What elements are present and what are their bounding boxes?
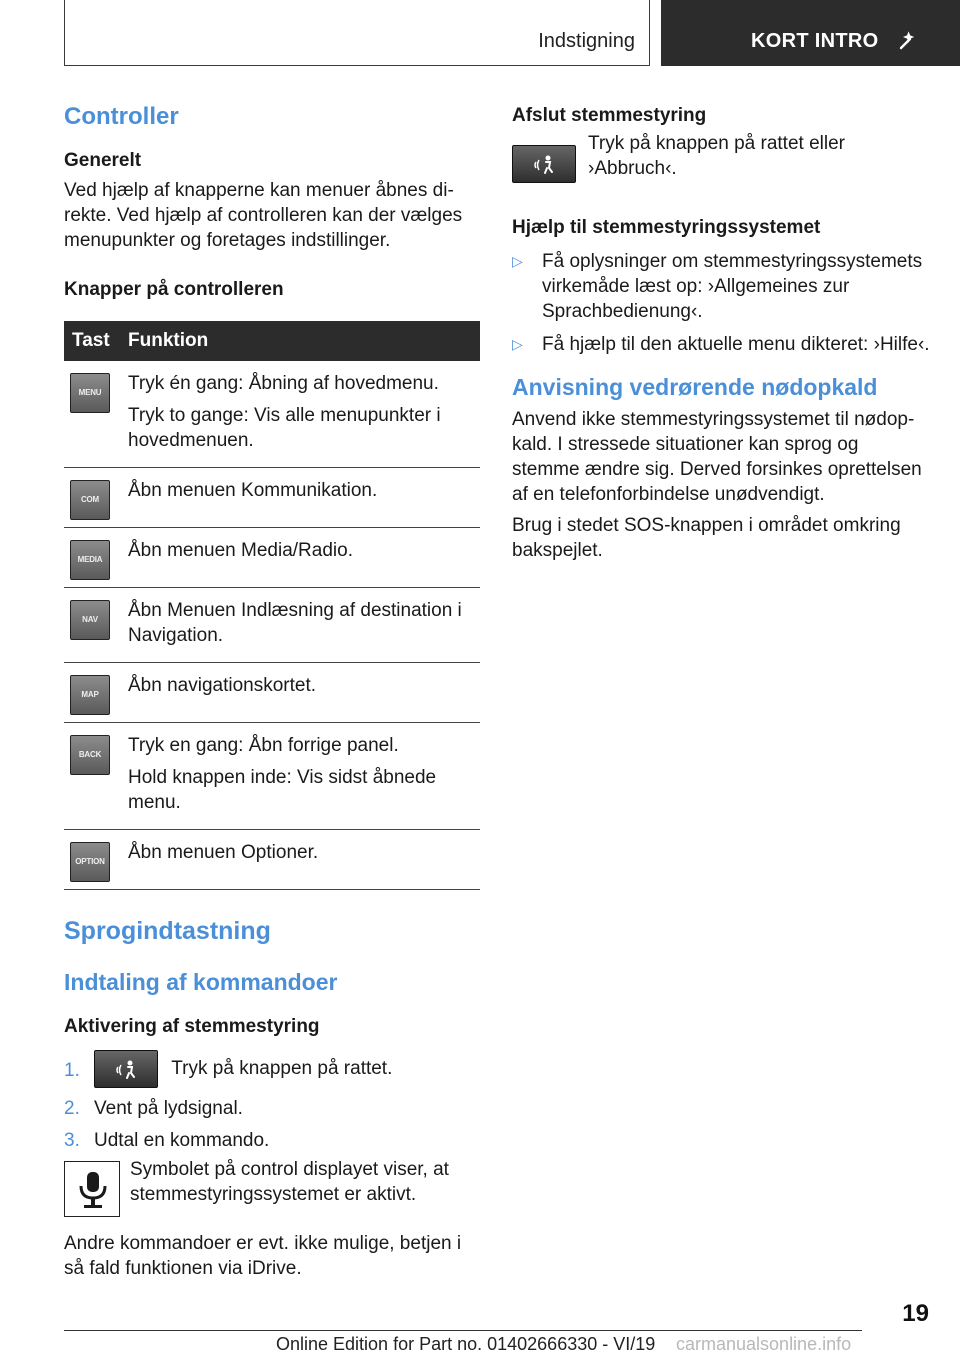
table-row	[64, 361, 480, 468]
row-function-line2: Hold knappen inde: Vis sidst åbnede menu.	[128, 767, 437, 813]
paragraph-generelt: Ved hjælp af knapperne kan menuer åbnes direkte. Ved hjælp af controlleren kan der vælges menupunkter og foretages indstillinger.	[64, 180, 463, 251]
header-section-title: Indstigning	[538, 30, 635, 52]
page-number: 19	[902, 1300, 929, 1327]
paragraph-brug: Brug i stedet SOS-knappen i området omkring bakspejlet.	[512, 515, 901, 561]
option-button-icon: OPTION	[70, 842, 110, 882]
nav-button-icon: NAV	[70, 600, 110, 640]
bullet-text: Få oplysninger om stemmestyringssystemets virkemåde læst op: ›Allgemeines zur Sprachbedienung‹.	[542, 251, 923, 322]
table-header-tast: Tast	[64, 321, 120, 361]
menu-button-icon: MENU	[70, 373, 110, 413]
media-button-icon: MEDIA	[70, 540, 110, 580]
footer-edition: Online Edition for Part no. 01402666330 - VI/19	[276, 1334, 656, 1354]
row-function-line1: Åbn Menuen Indlæsning af destination i Navigation.	[128, 600, 462, 646]
table-row	[64, 663, 480, 723]
row-function-line1: Åbn menuen Optioner.	[128, 842, 319, 863]
triangle-bullet-icon: ▷	[512, 253, 523, 269]
heading-knapper: Knapper på controlleren	[64, 279, 284, 300]
row-function-line2: Tryk to gange: Vis alle menupunkter i hovedmenuen.	[128, 405, 441, 451]
paragraph-andre: Andre kommandoer er evt. ikke mulige, betjen i så fald funktionen via iDrive.	[64, 1233, 462, 1279]
header-chapter-box	[661, 0, 960, 66]
voice-control-button-icon	[512, 145, 576, 183]
step-text: Vent på lydsignal.	[94, 1098, 243, 1119]
paragraph-anvend: Anvend ikke stemmestyringssystemet til nødopkald. I stressede situationer kan sprog og stemme ændre sig. Derved forsinkes oprettelsen af en telefonforbindelse unødvendigt.	[512, 409, 922, 505]
triangle-bullet-icon: ▷	[512, 336, 523, 352]
heading-afslut: Afslut stemmestyring	[512, 105, 707, 126]
table-row	[64, 468, 480, 528]
table-header-funktion: Funktion	[120, 321, 480, 361]
controller-buttons-table	[64, 321, 480, 890]
list-item	[64, 1096, 482, 1121]
list-item	[64, 1050, 482, 1088]
flash-star-icon	[897, 30, 919, 52]
step-number: 2.	[64, 1098, 80, 1119]
paragraph-afslut: Tryk på knappen på rattet eller ›Abbruch‹.	[588, 133, 845, 179]
list-item	[64, 1128, 482, 1153]
map-button-icon: MAP	[70, 675, 110, 715]
left-column	[64, 100, 482, 1281]
heading-sprogindtastning: Sprogindtastning	[64, 917, 271, 945]
header-section-box	[64, 0, 650, 66]
back-button-icon: BACK	[70, 735, 110, 775]
row-function-line1: Åbn menuen Media/Radio.	[128, 540, 353, 561]
heading-aktivering: Aktivering af stemmestyring	[64, 1016, 320, 1037]
microphone-icon	[64, 1161, 120, 1217]
paragraph-symbol: Symbolet på control displayet viser, at stemmestyringssystemet er aktivt.	[130, 1159, 449, 1205]
footer-divider	[64, 1330, 862, 1331]
com-button-icon: COM	[70, 480, 110, 520]
table-row	[64, 723, 480, 830]
list-item	[512, 249, 930, 324]
mic-note	[64, 1161, 482, 1221]
help-bullets	[512, 249, 930, 357]
right-column	[512, 100, 930, 563]
step-number: 3.	[64, 1130, 80, 1151]
table-row	[64, 588, 480, 663]
bullet-text: Få hjælp til den aktuelle menu dikteret: ›Hilfe‹.	[542, 334, 930, 355]
row-function-line1: Åbn navigationskortet.	[128, 675, 317, 696]
heading-anvisning: Anvisning vedrørende nødopkald	[512, 374, 878, 400]
list-item	[512, 332, 930, 357]
heading-indtaling: Indtaling af kommandoer	[64, 969, 338, 995]
row-function-line1: Åbn menuen Kommunikation.	[128, 480, 378, 501]
afslut-block	[512, 133, 930, 203]
table-row	[64, 528, 480, 588]
step-text: Tryk på knappen på rattet.	[171, 1058, 393, 1080]
voice-control-button-icon	[94, 1050, 158, 1088]
row-function-line1: Tryk en gang: Åbn forrige panel.	[128, 735, 399, 756]
heading-controller: Controller	[64, 103, 179, 130]
activation-steps	[64, 1050, 482, 1153]
step-text: Udtal en kommando.	[94, 1130, 270, 1151]
heading-generelt: Generelt	[64, 150, 142, 171]
table-row	[64, 830, 480, 890]
footer-watermark: carmanualsonline.info	[676, 1334, 852, 1354]
step-number: 1.	[64, 1060, 80, 1081]
row-function-line1: Tryk én gang: Åbning af hovedmenu.	[128, 373, 439, 394]
header-chapter-title: KORT INTRO	[751, 30, 879, 52]
heading-hjaelp: Hjælp til stemmestyringssystemet	[512, 217, 821, 238]
